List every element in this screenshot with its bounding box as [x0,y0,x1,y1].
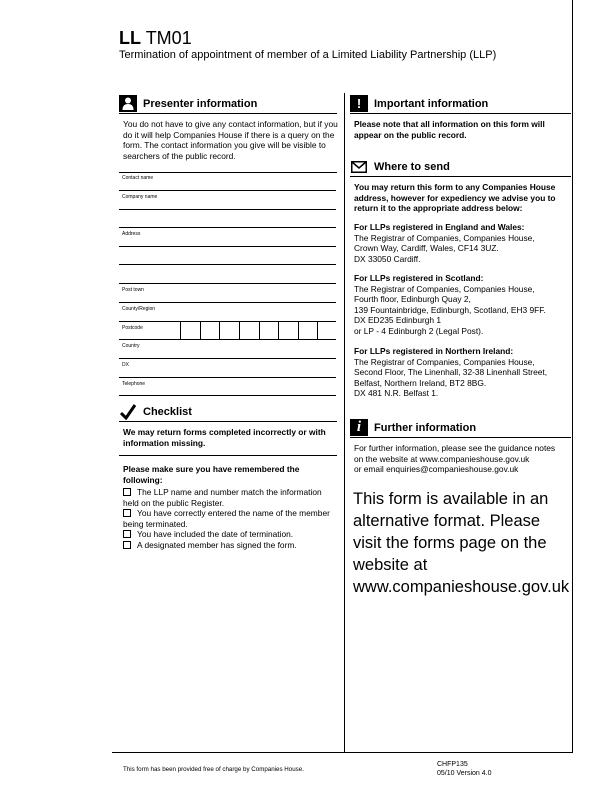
county-region-field[interactable]: County/Region [119,303,336,322]
checklist-heading: Checklist [143,405,192,418]
list-item: You have included the date of termination. [123,529,338,540]
checklist-section-header [119,402,337,422]
where-to-send-heading: Where to send [374,160,450,173]
address-line-3-field[interactable] [119,265,336,284]
page-border-right [572,0,573,752]
address-line-2-field[interactable] [119,247,336,265]
where-to-send-intro: You may return this form to any Companies House address, however for expediency we advise you to return it to the appropriate address below: [354,182,556,214]
footer-form-version [437,761,492,778]
checklist-warning: We may return forms completed incorrectly or with information missing. [123,427,326,448]
checkbox-icon[interactable] [123,530,131,538]
northern-ireland-address-block: For LLPs registered in Northern Ireland: The Registrar of Companies, Companies House, Second Floor, The Linenhall, 32-38 Linenhall Street, Belfast, Northern Ireland, BT2 8BG. DX 481 N.R. Belfast 1. [354,346,548,399]
contact-name-field[interactable]: Contact name [119,172,336,191]
further-information-heading: Further information [374,421,477,434]
list-item: You have correctly entered the name of the member being terminated. [123,508,330,529]
checkbox-icon[interactable] [123,488,131,496]
footer-code: CHFP135 [437,761,468,768]
checklist-items [123,487,338,551]
presenter-heading: Presenter information [143,97,258,110]
envelope-icon [350,158,368,175]
important-section-header [350,94,571,114]
presenter-intro: You do not have to give any contact information, but if you do it will help Companies House if there is a query on the form. The contact information you give will be visible to searchers of the public record. [123,119,338,161]
post-town-field[interactable]: Post town [119,284,336,303]
postcode-boxes [180,322,337,340]
checkmark-icon [119,403,137,420]
dx-field[interactable]: DX [119,359,336,378]
column-divider [344,93,345,752]
list-item: A designated member has signed the form. [123,540,338,551]
further-information-text: For further information, please see the guidance notes on the website at www.companieshouse.gov.uk or email enquiries@companieshouse.gov.uk [354,443,556,475]
postcode-field[interactable]: Postcode [119,322,336,340]
exclamation-icon: ! [350,95,368,112]
company-name-field[interactable]: Company name [119,191,336,210]
alternative-format-note: This form is available in an alternative format. Please visit the forms page on the website at www.companieshouse.gov.uk [353,490,570,596]
where-to-send-section-header [350,157,571,177]
page-border-bottom [112,752,573,753]
presenter-section-header [119,94,337,114]
telephone-field[interactable]: Telephone [119,378,336,396]
address-field[interactable]: Address [119,228,336,247]
checklist-rule [119,455,337,456]
checklist-lead: Please make sure you have remembered the following: [123,464,300,485]
footer-version: 05/10 Version 4.0 [437,769,492,777]
form-title: Termination of appointment of member of a Limited Liability Partnership (LLP) [119,49,497,61]
company-name-continued-field[interactable] [119,210,336,228]
footer-free-of-charge: This form has been provided free of charge by Companies House. [123,766,304,773]
important-text: Please note that all information on this form will appear on the public record. [354,119,545,140]
england-address-block: For LLPs registered in England and Wales: The Registrar of Companies, Companies House, Crown Way, Cardiff, Wales, CF14 3UZ. DX 33050 Cardiff. [354,222,535,264]
country-field[interactable]: Country [119,340,336,359]
person-icon [119,95,137,112]
important-heading: Important information [374,97,489,110]
form-code: LL TM01 [119,28,192,48]
further-information-section-header [350,418,571,438]
checkbox-icon[interactable] [123,509,131,517]
list-item: The LLP name and number match the information held on the public Register. [123,487,322,508]
scotland-address-block: For LLPs registered in Scotland: The Registrar of Companies, Companies House, Fourth floor, Edinburgh Quay 2, 139 Fountainbridge, Edinburgh, Scotland, EH3 9FF. DX ED235 Edinburgh 1 or LP - 4 Edinburgh 2 (Legal Post). [354,273,546,336]
info-icon: i [350,419,368,436]
checkbox-icon[interactable] [123,541,131,549]
